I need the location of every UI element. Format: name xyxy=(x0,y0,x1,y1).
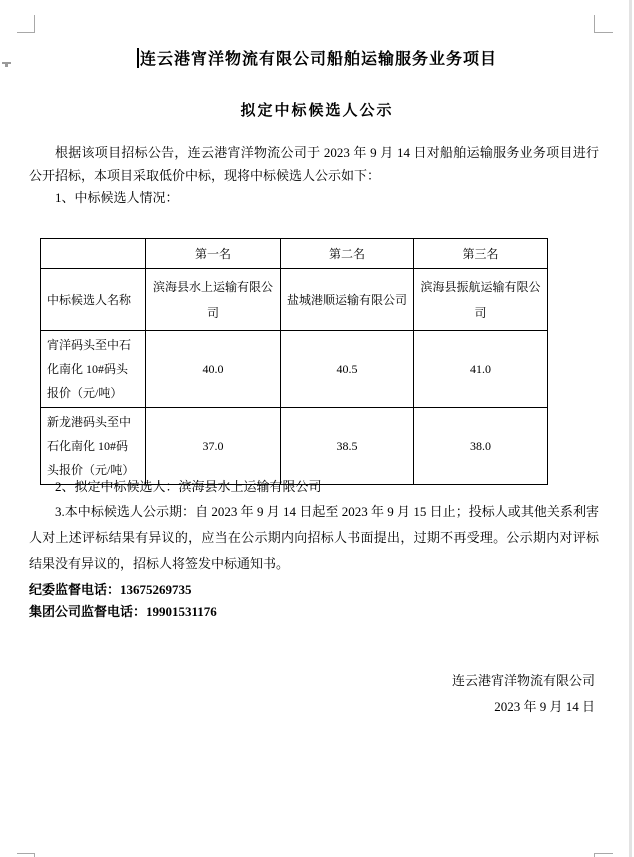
crop-mark-bottom-right xyxy=(594,853,595,857)
document-title-text: 连云港宵洋物流有限公司船舶运输服务业务项目 xyxy=(139,51,497,68)
text-cursor xyxy=(137,48,139,68)
crop-mark-top-right xyxy=(594,32,613,33)
bid-candidates-table xyxy=(40,238,548,485)
price-value: 40.5 xyxy=(281,331,414,408)
crop-mark-top-right xyxy=(594,15,595,33)
price-value: 41.0 xyxy=(414,331,548,408)
table-header-rank3: 第三名 xyxy=(414,239,548,269)
table-header-rank1: 第一名 xyxy=(146,239,281,269)
signature-block xyxy=(452,668,595,720)
table-row-price-xiaoyang xyxy=(41,331,548,408)
candidate-1-name: 滨海县水上运输有限公司 xyxy=(146,269,281,331)
candidate-3-name: 滨海县振航运输有限公司 xyxy=(414,269,548,331)
list-item-1: 1、中标候选人情况： xyxy=(55,190,179,205)
crop-mark-top-left xyxy=(34,15,35,33)
price-value: 38.5 xyxy=(281,408,414,485)
row-label: 中标候选人名称 xyxy=(41,269,146,331)
crop-mark-bottom-left xyxy=(17,853,35,854)
notice-period-paragraph: 3.本中标候选人公示期：自 2023 年 9 月 14 日起至 2023 年 9 月 15 日止；投标人或其他关系利害人对上述评标结果有异议的，应当在公示期内向招标人书面提出，过期不再受理。公示期内对评标结果没有异议的，招标人将签发中标通知书。 xyxy=(29,504,599,571)
crop-mark-top-left xyxy=(17,32,35,33)
price-value: 37.0 xyxy=(146,408,281,485)
row-label: 新龙港码头至中石化南化 10#码头报价（元/吨） xyxy=(41,408,146,485)
price-value: 38.0 xyxy=(414,408,548,485)
candidate-2-name: 盐城港顺运输有限公司 xyxy=(281,269,414,331)
document-subtitle: 拟定中标候选人公示 xyxy=(240,103,394,119)
table-header-empty xyxy=(41,239,146,269)
document-title xyxy=(0,48,634,72)
list-item-2: 2、拟定中标候选人：滨海县水上运输有限公司 xyxy=(55,479,322,494)
table-header-rank2: 第二名 xyxy=(281,239,414,269)
crop-mark-bottom-left xyxy=(34,853,35,857)
price-value: 40.0 xyxy=(146,331,281,408)
page-edge-strip xyxy=(629,0,632,857)
signature-date: 2023 年 9 月 14 日 xyxy=(494,699,595,714)
table-row-price-xinlonggang xyxy=(41,408,548,485)
row-label: 宵洋码头至中石化南化 10#码头报价（元/吨） xyxy=(41,331,146,408)
discipline-phone-line: 纪委监督电话：13675269735 xyxy=(29,582,192,597)
table-header-row xyxy=(41,239,548,269)
crop-mark-bottom-right xyxy=(594,853,613,854)
signature-company: 连云港宵洋物流有限公司 xyxy=(451,673,595,688)
intro-paragraph: 根据该项目招标公告，连云港宵洋物流公司于 2023 年 9 月 14 日对船舶运输服务业务项目进行公开招标，本项目采取低价中标，现将中标候选人公示如下： xyxy=(29,145,599,183)
table-row-candidate-names xyxy=(41,269,548,331)
group-phone-line: 集团公司监督电话：19901531176 xyxy=(29,604,217,619)
